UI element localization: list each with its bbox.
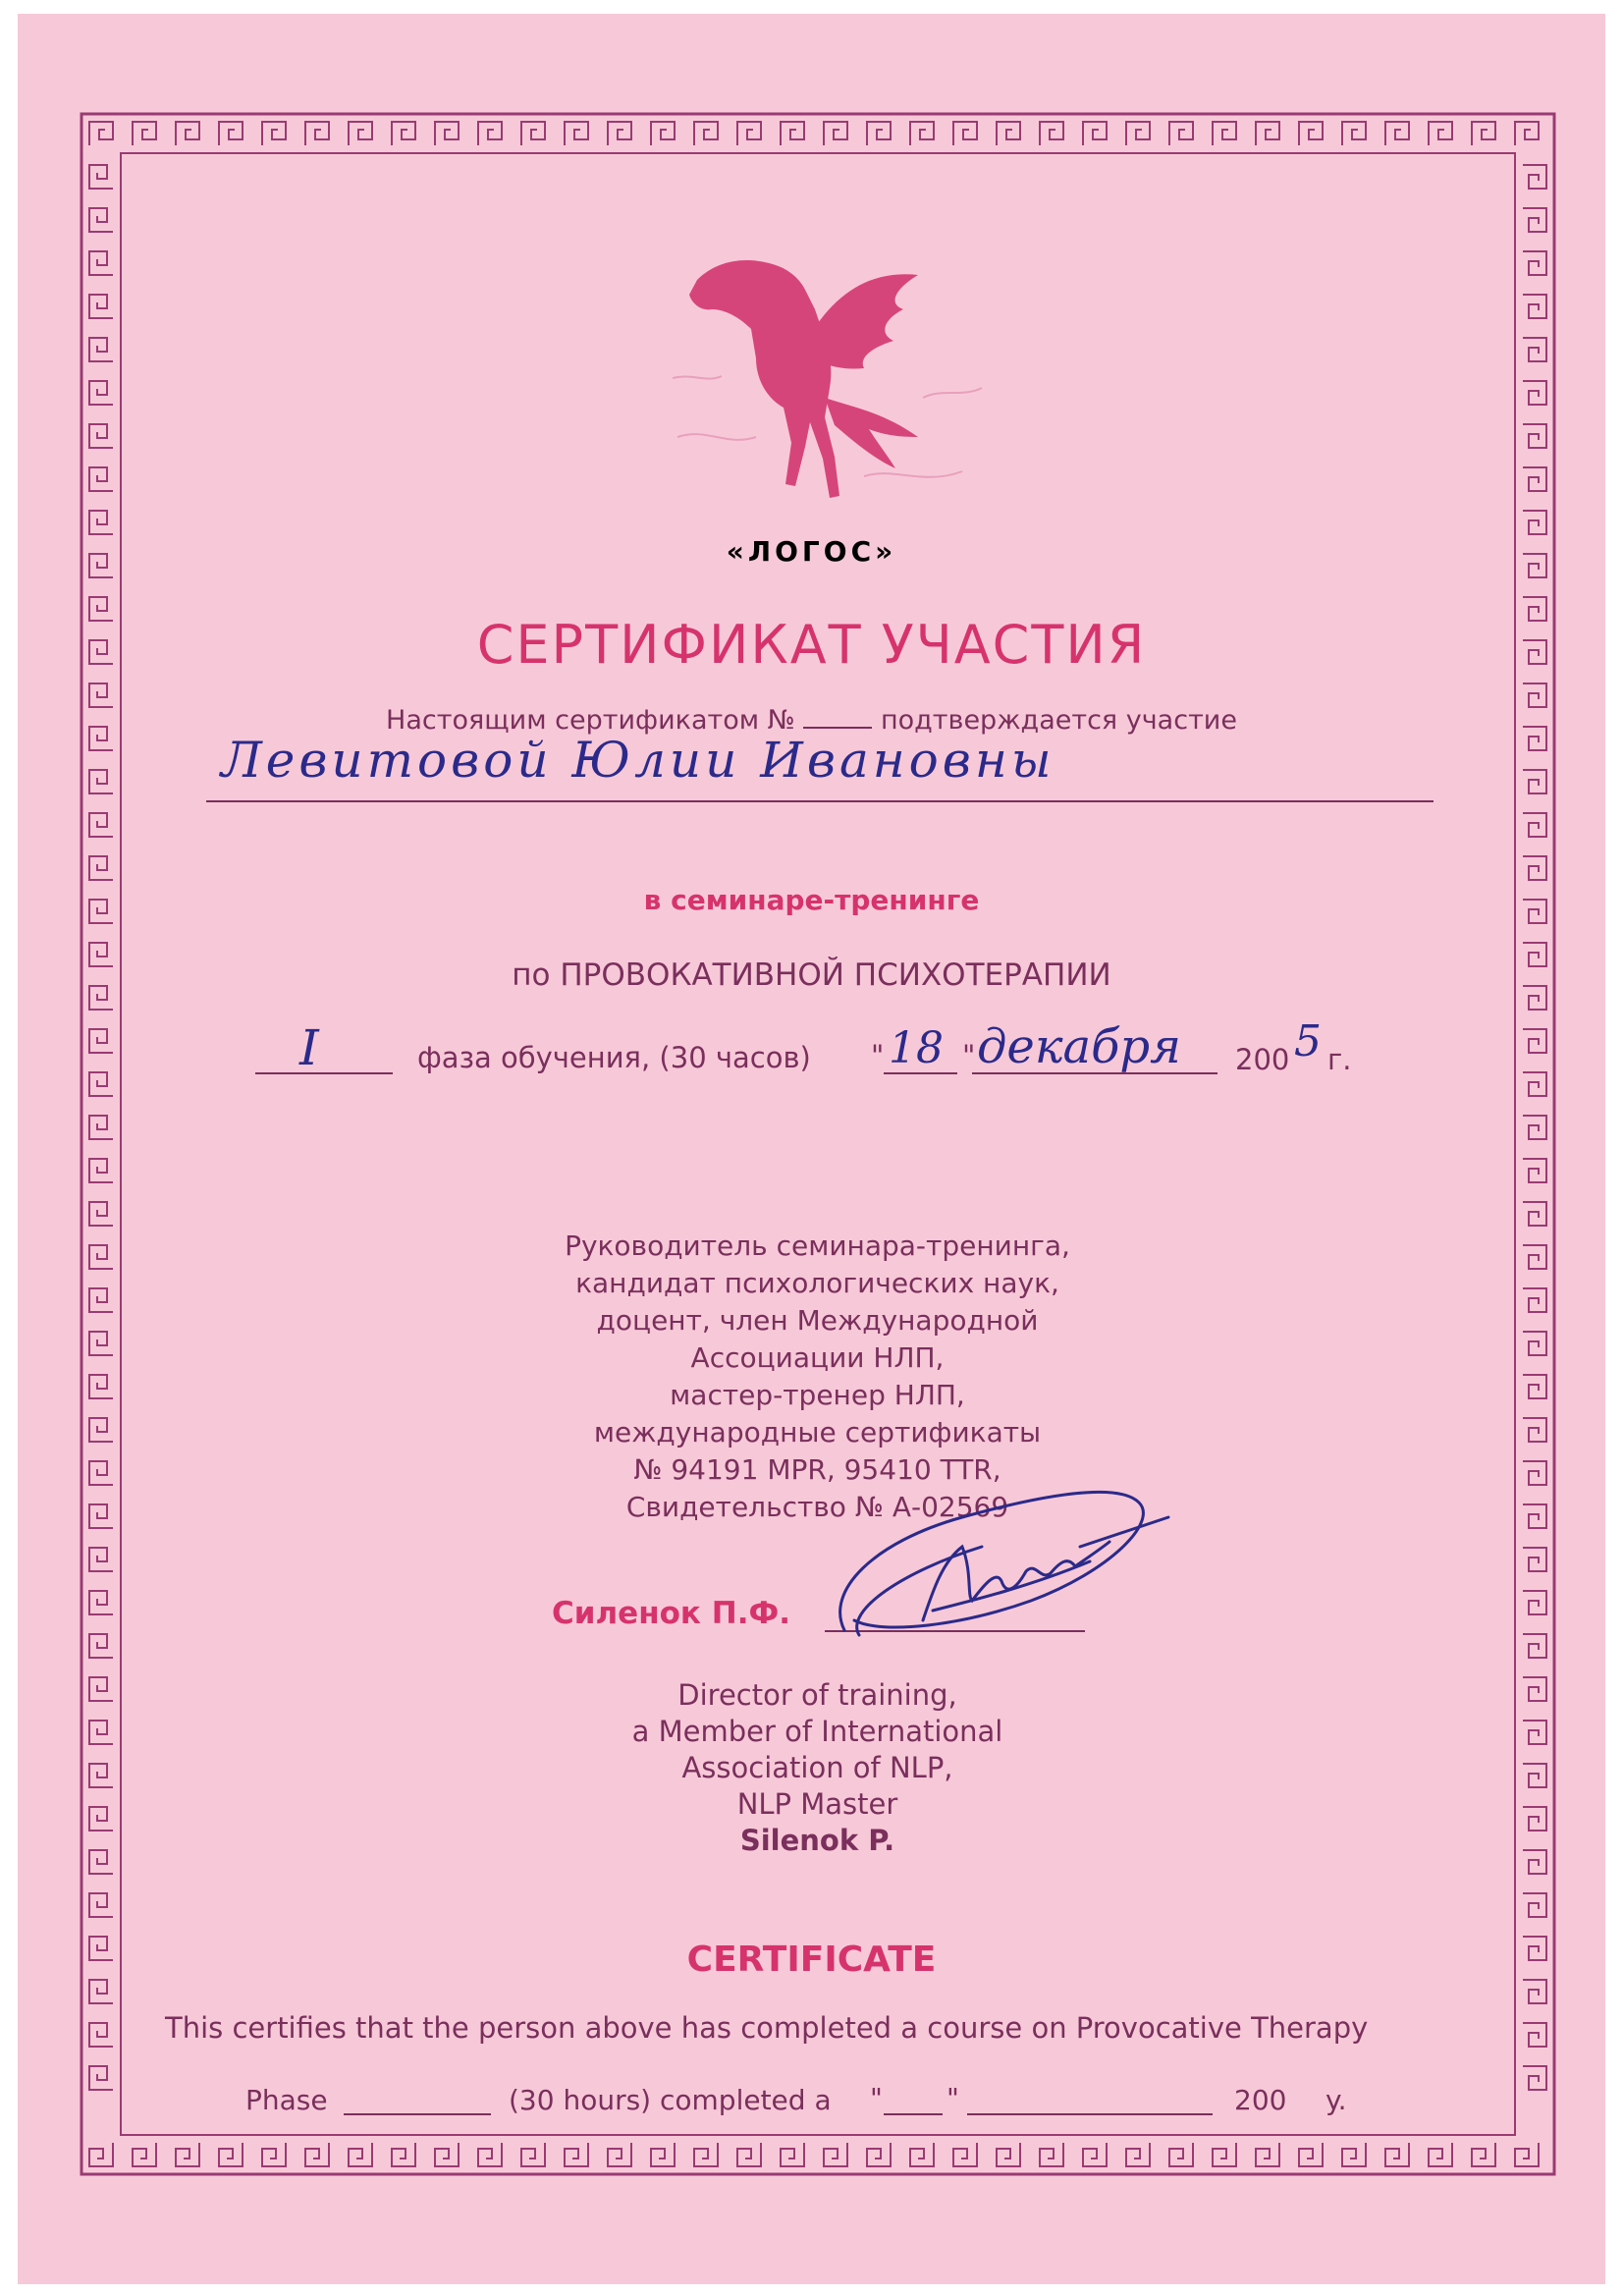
phase-text: фаза обучения, (30 часов) xyxy=(417,1041,811,1074)
credential-line: мастер-тренер НЛП, xyxy=(670,1379,965,1411)
topic-label: по ПРОВОКАТИВНОЙ ПСИХОТЕРАПИИ xyxy=(512,957,1111,993)
border-ornament xyxy=(1472,122,1495,145)
signer-name-ru: Силенок П.Ф. xyxy=(552,1596,790,1631)
border-ornament xyxy=(737,2143,761,2166)
border-ornament xyxy=(89,1202,113,1226)
border-ornament xyxy=(305,2143,329,2166)
border-ornament xyxy=(1523,1116,1546,1139)
border-ornament xyxy=(349,2143,372,2166)
border-ornament xyxy=(1523,511,1546,534)
border-ornament xyxy=(1256,122,1279,145)
border-ornament xyxy=(1523,338,1546,361)
director-credentials-en xyxy=(0,1677,1623,1859)
border-ornament xyxy=(608,2143,631,2166)
border-ornament xyxy=(1385,2143,1409,2166)
border-ornament xyxy=(89,2143,113,2166)
border-ornament xyxy=(651,2143,675,2166)
border-ornament xyxy=(89,683,113,707)
border-ornament xyxy=(89,1980,113,2003)
participation-label: подтверждается участие xyxy=(880,705,1237,736)
border-ornament xyxy=(1523,1893,1546,1917)
border-ornament xyxy=(1342,2143,1366,2166)
certificate-number-label: Настоящим сертификатом № xyxy=(386,705,795,736)
border-ornament xyxy=(1523,208,1546,232)
border-ornament xyxy=(1523,251,1546,275)
border-ornament xyxy=(89,424,113,448)
border-ornament xyxy=(1523,813,1546,837)
border-ornament xyxy=(89,1634,113,1658)
credential-line: a Member of International xyxy=(631,1715,1003,1748)
border-ornament xyxy=(1213,122,1236,145)
border-ornament xyxy=(1523,295,1546,318)
border-ornament xyxy=(1429,2143,1452,2166)
border-ornament xyxy=(1083,122,1107,145)
border-ornament xyxy=(478,122,502,145)
border-ornament xyxy=(1169,2143,1193,2166)
seminar-label: в семинаре-тренинге xyxy=(643,884,980,916)
border-ornament xyxy=(89,1116,113,1139)
border-ornament xyxy=(781,122,804,145)
phase-value: I xyxy=(299,1019,319,1076)
border-ornament xyxy=(1083,2143,1107,2166)
border-ornament xyxy=(694,2143,718,2166)
director-credentials-ru xyxy=(0,1228,1623,1526)
month-field-line xyxy=(972,1072,1217,1074)
recipient-name: Левитовой Юлии Ивановны xyxy=(221,732,1055,789)
credential-line: кандидат психологических наук, xyxy=(575,1267,1059,1299)
border-ornament xyxy=(219,2143,243,2166)
border-ornament xyxy=(176,2143,199,2166)
border-ornament xyxy=(89,2023,113,2047)
border-ornament xyxy=(608,122,631,145)
border-ornament xyxy=(89,1159,113,1182)
border-ornament xyxy=(1515,122,1539,145)
border-ornament xyxy=(435,2143,459,2166)
border-ornament xyxy=(910,2143,934,2166)
border-ornament xyxy=(89,511,113,534)
border-ornament xyxy=(1213,2143,1236,2166)
border-ornament xyxy=(89,251,113,275)
credential-line: доцент, член Международной xyxy=(596,1304,1039,1337)
border-ornament xyxy=(824,122,847,145)
border-ornament xyxy=(1523,1072,1546,1096)
year-label-en: 200 xyxy=(1234,2084,1287,2116)
border-ornament xyxy=(1523,467,1546,491)
border-ornament xyxy=(1523,856,1546,880)
border-ornament xyxy=(89,122,113,145)
border-ornament xyxy=(89,467,113,491)
open-quote-en: " xyxy=(870,2082,883,2114)
border-ornament xyxy=(1515,2143,1539,2166)
year-unit: г. xyxy=(1327,1043,1352,1076)
border-ornament xyxy=(392,2143,415,2166)
border-ornament xyxy=(953,2143,977,2166)
border-ornament xyxy=(133,2143,156,2166)
phase-field-en xyxy=(344,2113,491,2115)
credential-line: NLP Master xyxy=(736,1787,898,1821)
border-ornament xyxy=(89,770,113,793)
open-quote: " xyxy=(871,1039,885,1072)
border-ornament xyxy=(737,122,761,145)
phase-label-en: Phase xyxy=(245,2084,328,2116)
border-ornament xyxy=(262,122,286,145)
border-ornament xyxy=(89,165,113,189)
border-ornament xyxy=(1523,424,1546,448)
certificate-title-en: CERTIFICATE xyxy=(686,1940,937,1980)
border-ornament xyxy=(89,381,113,405)
border-ornament xyxy=(392,122,415,145)
day-field-en xyxy=(884,2113,943,2115)
border-ornament xyxy=(89,1072,113,1096)
phase-field-line xyxy=(255,1072,393,1074)
border-ornament xyxy=(651,122,675,145)
border-ornament xyxy=(1523,1029,1546,1053)
pegasus-icon xyxy=(668,250,992,525)
border-ornament xyxy=(1299,2143,1323,2166)
border-ornament xyxy=(997,122,1020,145)
border-ornament xyxy=(1523,165,1546,189)
statement-en: This certifies that the person above has completed a course on Provocative Therapy xyxy=(165,2011,1369,2045)
border-ornament xyxy=(867,122,891,145)
border-ornament xyxy=(89,2066,113,2090)
page-title: СЕРТИФИКАТ УЧАСТИЯ xyxy=(476,614,1147,676)
certificate-number-field xyxy=(803,727,872,729)
month-field-en xyxy=(967,2113,1213,2115)
border-ornament xyxy=(89,1591,113,1614)
border-ornament xyxy=(478,2143,502,2166)
month-value: декабря xyxy=(977,1019,1181,1074)
border-ornament xyxy=(694,122,718,145)
credential-line: Свидетельство № А-02569 xyxy=(625,1491,1009,1523)
border-ornament xyxy=(1126,122,1150,145)
border-ornament xyxy=(1299,122,1323,145)
credential-line: Association of NLP, xyxy=(681,1751,953,1784)
border-ornament xyxy=(89,1548,113,1571)
recipient-name-line xyxy=(206,800,1434,802)
border-ornament xyxy=(565,122,588,145)
border-ornament xyxy=(565,2143,588,2166)
logo-name: «ЛОГОС» xyxy=(726,535,897,568)
close-quote-en: " xyxy=(947,2082,959,2114)
border-ornament xyxy=(89,1029,113,1053)
border-ornament xyxy=(435,122,459,145)
border-ornament xyxy=(1523,1634,1546,1658)
day-value: 18 xyxy=(889,1023,944,1073)
border-ornament xyxy=(1523,2023,1546,2047)
border-ornament xyxy=(1523,1159,1546,1182)
border-ornament xyxy=(1342,122,1366,145)
year-prefix: 200 xyxy=(1235,1043,1290,1076)
credential-line: № 94191 MPR, 95410 TTR, xyxy=(633,1453,1001,1486)
border-ornament xyxy=(1523,770,1546,793)
border-ornament xyxy=(89,338,113,361)
credential-line: Director of training, xyxy=(677,1678,957,1712)
border-ornament xyxy=(1385,122,1409,145)
signer-name-en: Silenok P. xyxy=(739,1824,895,1857)
border-ornament xyxy=(867,2143,891,2166)
signature-image xyxy=(815,1463,1188,1679)
border-ornament xyxy=(219,122,243,145)
credential-line: международные сертификаты xyxy=(593,1416,1042,1449)
border-ornament xyxy=(997,2143,1020,2166)
border-ornament xyxy=(89,856,113,880)
border-ornament xyxy=(1523,1591,1546,1614)
credential-line: Ассоциации НЛП, xyxy=(690,1341,945,1374)
border-ornament xyxy=(89,813,113,837)
border-ornament xyxy=(89,208,113,232)
border-ornament xyxy=(1523,1202,1546,1226)
border-ornament xyxy=(1523,683,1546,707)
border-ornament xyxy=(824,2143,847,2166)
border-ornament xyxy=(1169,122,1193,145)
border-ornament xyxy=(1256,2143,1279,2166)
credential-line: Руководитель семинара-тренинга, xyxy=(565,1230,1070,1262)
border-ornament xyxy=(953,122,977,145)
border-ornament xyxy=(262,2143,286,2166)
close-quote: " xyxy=(962,1039,976,1072)
border-ornament xyxy=(1523,1548,1546,1571)
border-ornament xyxy=(1040,2143,1063,2166)
year-unit-en: y. xyxy=(1325,2084,1347,2116)
year-suffix: 5 xyxy=(1294,1016,1322,1066)
border-ornament xyxy=(89,295,113,318)
border-ornament xyxy=(1523,2066,1546,2090)
border-ornament xyxy=(176,122,199,145)
border-ornament xyxy=(521,2143,545,2166)
day-field-line xyxy=(884,1072,957,1074)
border-ornament xyxy=(910,122,934,145)
border-ornament xyxy=(1523,381,1546,405)
border-ornament xyxy=(1523,1980,1546,2003)
border-ornament xyxy=(1126,2143,1150,2166)
hours-label-en: (30 hours) completed a xyxy=(509,2084,832,2116)
border-ornament xyxy=(1040,122,1063,145)
border-ornament xyxy=(1472,2143,1495,2166)
border-ornament xyxy=(89,1893,113,1917)
border-ornament xyxy=(781,2143,804,2166)
border-ornament xyxy=(133,122,156,145)
border-ornament xyxy=(521,122,545,145)
border-ornament xyxy=(349,122,372,145)
border-ornament xyxy=(1429,122,1452,145)
border-ornament xyxy=(305,122,329,145)
